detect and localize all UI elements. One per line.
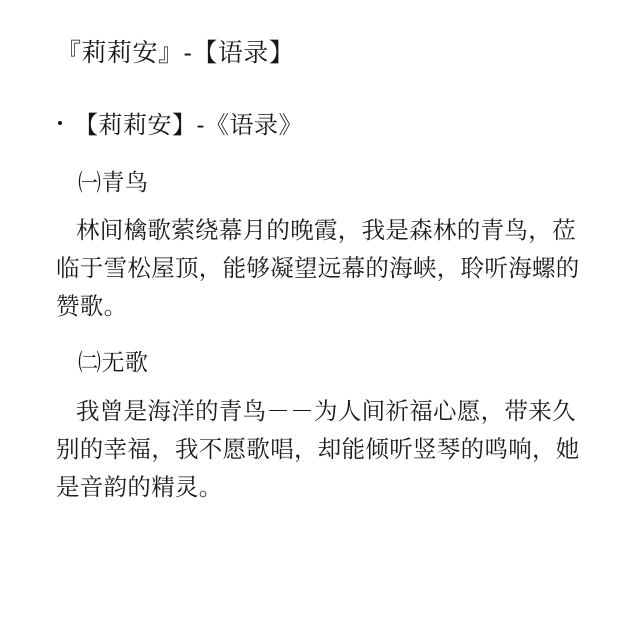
section-heading (56, 109, 584, 143)
section-two (56, 345, 584, 506)
section-one-text: 林间檎歌萦绕幕月的晚霞，我是森林的青鸟，莅临于雪松屋顶，能够凝望远幕的海峡，聆听海螺的赞歌。 (56, 217, 580, 320)
section-heading-label: 【莉莉安】-《语录》 (74, 112, 303, 139)
bullet-dot-icon (58, 121, 62, 125)
section-two-text: 我曾是海洋的青鸟－－为人间祈福心愿，带来久别的幸福，我不愿歌唱，却能倾听竖琴的鸣响，她是音韵的精灵。 (56, 397, 580, 500)
section-two-label: ㈡无歌 (78, 349, 149, 376)
section-one-label: ㈠青鸟 (78, 168, 149, 195)
page-title: 『莉莉安』-【语录】 (56, 39, 295, 67)
section-one (56, 165, 584, 326)
